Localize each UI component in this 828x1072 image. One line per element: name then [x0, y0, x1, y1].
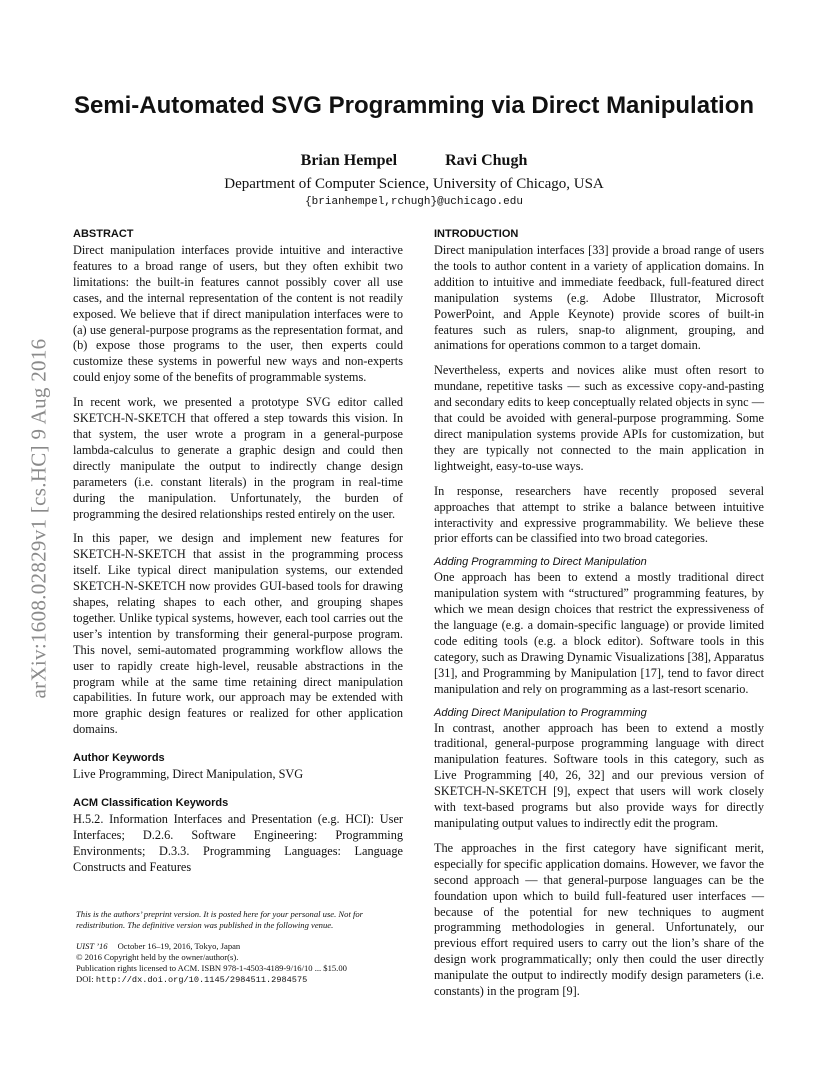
arxiv-stamp: arXiv:1608.02829v1 [cs.HC] 9 Aug 2016: [26, 338, 51, 698]
affiliation: Department of Computer Science, University of Chicago, USA: [224, 176, 604, 192]
intro-paragraph: Nevertheless, experts and novices alike must often resort to mundane, repetitive tasks — such as excessive copy-and-pasting and secondary edits to keep conceptually related objects in sync — that could be avoided with general-purpose programming. Some direct manipulation systems provide APIs for customization, but they are typically not connected to the main application in lightweight, easy-to-use ways.: [434, 363, 764, 473]
intro-paragraph: Direct manipulation interfaces [33] provide a broad range of users the tools to author content in a variety of application domains. In addition to intuitive and immediate feedback, full-featured direct manipulation systems (e.g. Adobe Illustrator, Microsoft PowerPoint, and Apple Keynote) provide scores of built-in features such as rulers, snap-to alignment, grouping, and animations for operations common to a target domain.: [434, 243, 764, 353]
rights-line: Publication rights licensed to ACM. ISBN 978-1-4503-4189-9/16/10 ... $15.00: [76, 963, 347, 973]
author-list: [0, 152, 828, 170]
intro-paragraph: In response, researchers have recently proposed several approaches that attempt to strike a balance between intuitive interactivity and expressive programmability. We believe these prior efforts can be classified into two broad categories.: [434, 483, 764, 546]
subsection-paragraph: The approaches in the first category have significant merit, especially for specific application domains. However, we favor the second approach — that general-purpose languages can be the foundation upon which to build full-featured user interfaces — because of the potential for new techniques to augment programming methodologies in general. Unfortunately, our previous effort required users to carry out the lion’s share of the design work programmatically; only then could the user directly manipulate the output to indirectly modify design parameters (i.e. constants) in the program [9].: [434, 840, 764, 999]
acm-keywords: H.5.2. Information Interfaces and Presentation (e.g. HCI): User Interfaces; D.2.6. Software Engineering: Programming Environments; D.3.3. Programming Languages: Language Constructs and Features: [73, 812, 403, 874]
venue-line: [76, 941, 402, 952]
paper-title: Semi-Automated SVG Programming via Direct Manipulation: [73, 92, 755, 119]
doi-label: DOI:: [76, 974, 94, 984]
subsection-paragraph: One approach has been to extend a mostly traditional direct manipulation system with “structured” programming features, by which we mean design choices that restrict the expressiveness of the language (e.g. a domain-specific language) or provide limited code editing tools (e.g. a block editor). Software tools in this category, such as Drawing Dynamic Visualizations [38], Apparatus [31], and Programming by Manipulation [17], tend to favor direct manipulation and rely on programming as a last-resort scenario.: [434, 570, 764, 696]
author-name: Ravi Chugh: [445, 152, 528, 169]
doi-link[interactable]: http://dx.doi.org/10.1145/2984511.2984575: [95, 975, 308, 985]
preprint-note: This is the authors’ preprint version. It is posted here for your personal use. Not for redistribution. The definitive version was published in the following venue.: [76, 909, 364, 930]
copyright-line: © 2016 Copyright held by the owner/author(s).: [76, 952, 239, 962]
subsection-heading: Adding Programming to Direct Manipulation: [434, 556, 647, 569]
venue-detail: October 16–19, 2016, Tokyo, Japan: [117, 941, 241, 951]
abstract-heading: ABSTRACT: [73, 228, 134, 240]
venue-label: UIST ’16: [76, 941, 108, 951]
left-column: [73, 228, 403, 885]
doi-line: [76, 974, 402, 986]
author-email: {brianhempel,rchugh}@uchicago.edu: [305, 196, 523, 208]
abstract-paragraph: Direct manipulation interfaces provide intuitive and interactive features to a broad range of users, but they often exhibit two limitations: the built-in features cannot possibly cover all use cases, and the internal representation of the content is not readily exposed. We believe that if direct manipulation interfaces were to (a) use general-purpose programs as the representation format, and (b) expose those programs to the user, then experts could customize these systems in powerful new ways and non-experts could enjoy some of the benefits of programmable systems.: [73, 243, 403, 385]
abstract-paragraph: In this paper, we design and implement new features for SKETCH-N-SKETCH that assist in the programming process itself. Like typical direct manipulation systems, our extended SKETCH-N-SKETCH now provides GUI-based tools for drawing shapes, relating shapes to each other, and grouping shapes together. Unlike typical systems, however, each tool carries out the user’s intention by transforming their general-purpose program. This novel, semi-automated programming workflow allows the user to rapidly create high-level, reusable abstractions in the program while at the same time retaining direct manipulation capabilities. In future work, our approach may be extended with more graphic design features or realized for other application domains.: [73, 531, 403, 737]
subsection-heading: Adding Direct Manipulation to Programming: [434, 706, 647, 719]
acm-keywords-heading: ACM Classification Keywords: [73, 797, 229, 810]
right-column: [434, 228, 764, 1009]
copyright-footnote: [76, 909, 402, 986]
author-name: Brian Hempel: [300, 152, 398, 169]
author-keywords-heading: Author Keywords: [73, 752, 165, 765]
abstract-paragraph: In recent work, we presented a prototype SVG editor called SKETCH-N-SKETCH that offered a step towards this vision. In that system, the user wrote a program in a general-purpose lambda-calculus to generate a graphic design and could then directly manipulate the output to indirectly change design parameters (i.e. constant literals) in the program in real-time during the manipulation. Unfortunately, the burden of programming the desired relationships rested entirely on the user.: [73, 395, 403, 521]
subsection-paragraph: In contrast, another approach has been to extend a mostly traditional, general-purpose programming language with direct manipulation features. Software tools in this category, such as Live Programming [40, 26, 32] and our previous version of SKETCH-N-SKETCH [9], expect that users will work closely with text-based programs but also provide ways for directly manipulating output values to indirectly edit the program.: [434, 720, 764, 830]
introduction-heading: INTRODUCTION: [434, 228, 519, 240]
author-keywords: Live Programming, Direct Manipulation, SVG: [73, 767, 304, 782]
